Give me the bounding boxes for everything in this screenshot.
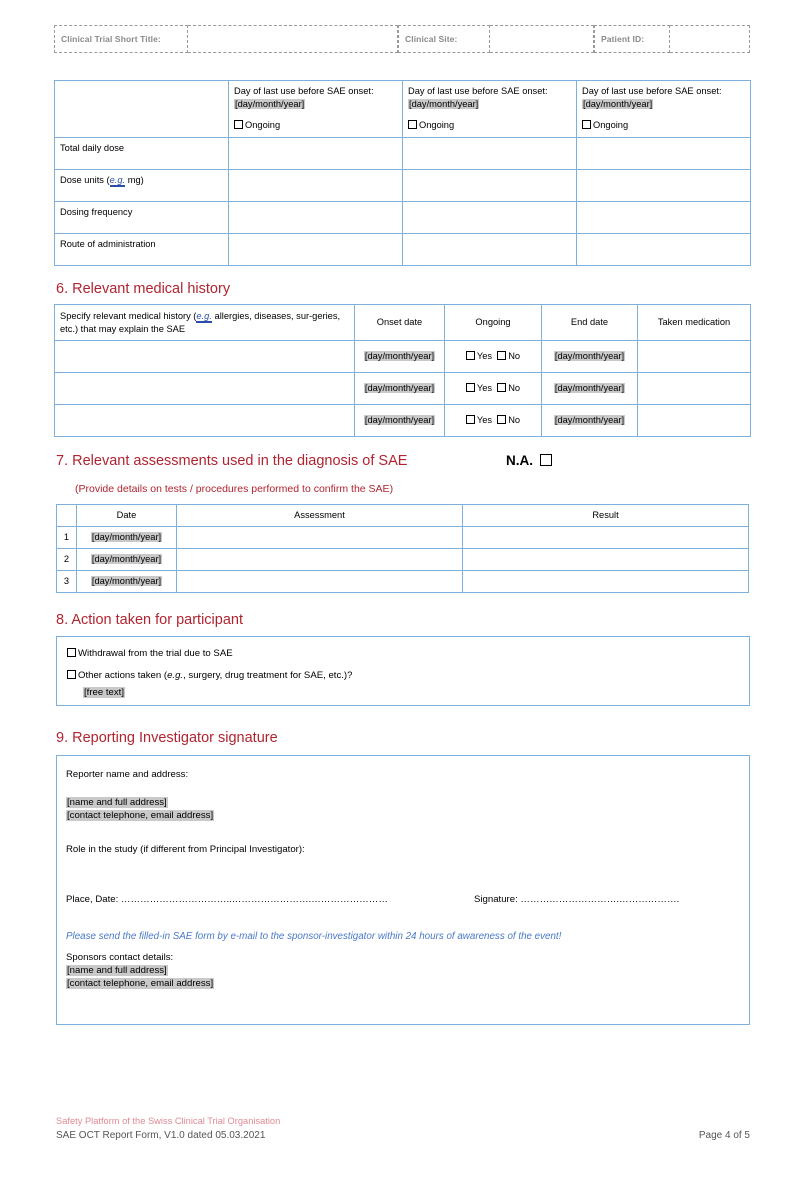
table-header-row xyxy=(55,305,751,341)
result-input[interactable] xyxy=(463,571,749,593)
medical-history-table xyxy=(54,304,751,437)
onset-date-input[interactable]: [day/month/year] xyxy=(355,373,445,405)
sponsor-contact-label: Sponsors contact details: xyxy=(66,952,174,963)
checkbox-icon[interactable] xyxy=(466,383,475,392)
checkbox-icon[interactable] xyxy=(582,120,591,129)
row-number: 2 xyxy=(57,549,77,571)
cell-input[interactable] xyxy=(229,138,403,170)
assessment-input[interactable] xyxy=(177,549,463,571)
assessment-date-input[interactable]: [day/month/year] xyxy=(77,549,177,571)
ongoing-checkbox-2[interactable]: Ongoing xyxy=(408,119,571,132)
assessment-input[interactable] xyxy=(177,527,463,549)
table-row xyxy=(57,571,749,593)
table-header-row xyxy=(55,81,751,138)
taken-medication-input[interactable] xyxy=(638,373,751,405)
checkbox-icon[interactable] xyxy=(497,383,506,392)
col-header-number xyxy=(57,505,77,527)
reporter-name-input[interactable]: [name and full address] xyxy=(67,797,167,808)
drug-col-2-header xyxy=(403,81,577,138)
checkbox-icon[interactable] xyxy=(67,648,76,657)
cell-input[interactable] xyxy=(577,170,751,202)
drug-table-corner-cell xyxy=(55,81,229,138)
section-9-title: 9. Reporting Investigator signature xyxy=(56,730,278,746)
drug-col-1-header xyxy=(229,81,403,138)
end-date-input[interactable]: [day/month/year] xyxy=(542,373,638,405)
assessment-date-input[interactable]: [day/month/year] xyxy=(77,527,177,549)
checkbox-icon[interactable] xyxy=(497,351,506,360)
checkbox-icon[interactable] xyxy=(540,454,552,466)
footer-page-number: Page 4 of 5 xyxy=(698,1130,750,1141)
assessment-input[interactable] xyxy=(177,571,463,593)
place-date-field[interactable]: Place, Date: ……………………………..…………………….…………………… xyxy=(66,894,388,905)
cell-input[interactable] xyxy=(403,138,577,170)
end-date-input[interactable]: [day/month/year] xyxy=(542,405,638,437)
ongoing-yes-no[interactable]: Yes No xyxy=(445,405,542,437)
submission-note: Please send the filled-in SAE form by e-mail to the sponsor-investigator within 24 hours of awareness of the event! xyxy=(66,931,562,942)
ongoing-checkbox-1[interactable]: Ongoing xyxy=(234,119,397,132)
reporter-name-address-label: Reporter name and address: xyxy=(66,769,189,780)
role-in-study-label: Role in the study (if different from Principal Investigator): xyxy=(66,844,305,855)
table-row xyxy=(55,234,751,266)
patient-id-label: Patient ID: xyxy=(594,25,670,53)
footer-organisation: Safety Platform of the Swiss Clinical Trial Organisation xyxy=(56,1116,281,1126)
last-use-date-1[interactable]: [day/month/year] xyxy=(235,98,305,109)
col-header-taken-medication: Taken medication xyxy=(638,305,751,341)
table-row xyxy=(57,549,749,571)
col-header-assessment: Assessment xyxy=(177,505,463,527)
table-row xyxy=(57,527,749,549)
cell-input[interactable] xyxy=(577,138,751,170)
checkbox-icon[interactable] xyxy=(67,670,76,679)
last-use-label-3: Day of last use before SAE onset: xyxy=(582,86,722,96)
section-7-title: 7. Relevant assessments used in the diagnosis of SAE xyxy=(56,453,408,469)
col-header-result: Result xyxy=(463,505,749,527)
last-use-label-1: Day of last use before SAE onset: xyxy=(234,86,374,96)
ongoing-yes-no[interactable]: Yes No xyxy=(445,341,542,373)
checkbox-icon[interactable] xyxy=(234,120,243,129)
col-header-date: Date xyxy=(77,505,177,527)
table-row xyxy=(55,202,751,234)
table-row xyxy=(55,138,751,170)
action-withdrawal-option[interactable]: Withdrawal from the trial due to SAE xyxy=(67,648,233,659)
clinical-site-input[interactable] xyxy=(490,25,594,53)
col-header-ongoing: Ongoing xyxy=(445,305,542,341)
reporter-contact-input[interactable]: [contact telephone, email address] xyxy=(67,810,214,821)
table-row xyxy=(55,373,751,405)
result-input[interactable] xyxy=(463,549,749,571)
ongoing-checkbox-3[interactable]: Ongoing xyxy=(582,119,745,132)
cell-input[interactable] xyxy=(577,202,751,234)
last-use-date-3[interactable]: [day/month/year] xyxy=(583,98,653,109)
table-row xyxy=(55,341,751,373)
section-7-subtitle: (Provide details on tests / procedures performed to confirm the SAE) xyxy=(75,483,394,495)
signature-field[interactable]: Signature: ………………………….………………. xyxy=(474,894,680,905)
cell-input[interactable] xyxy=(403,234,577,266)
sponsor-contact-input[interactable]: [contact telephone, email address] xyxy=(67,978,214,989)
footer-form-version: SAE OCT Report Form, V1.0 dated 05.03.2021 xyxy=(56,1130,266,1141)
cell-input[interactable] xyxy=(577,234,751,266)
history-text-input[interactable] xyxy=(55,373,355,405)
action-free-text-input[interactable]: [free text] xyxy=(84,687,124,698)
action-other-option[interactable]: Other actions taken (e.g., surgery, drug treatment for SAE, etc.)? xyxy=(67,670,352,681)
trial-title-label: Clinical Trial Short Title: xyxy=(54,25,188,53)
document-header-fields xyxy=(54,25,750,53)
cell-input[interactable] xyxy=(229,202,403,234)
checkbox-icon[interactable] xyxy=(466,351,475,360)
section-6-title: 6. Relevant medical history xyxy=(56,281,231,297)
trial-title-input[interactable] xyxy=(188,25,398,53)
section-7-na-checkbox[interactable] xyxy=(506,453,554,468)
row-number: 1 xyxy=(57,527,77,549)
last-use-date-2[interactable]: [day/month/year] xyxy=(409,98,479,109)
cell-input[interactable] xyxy=(403,170,577,202)
clinical-site-label: Clinical Site: xyxy=(398,25,490,53)
table-row xyxy=(55,405,751,437)
row-label-dosing-frequency: Dosing frequency xyxy=(55,202,229,234)
col-header-end-date: End date xyxy=(542,305,638,341)
assessments-table xyxy=(56,504,749,593)
na-label: N.A. xyxy=(506,453,533,468)
checkbox-icon[interactable] xyxy=(497,415,506,424)
onset-date-input[interactable]: [day/month/year] xyxy=(355,405,445,437)
end-date-input[interactable]: [day/month/year] xyxy=(542,341,638,373)
onset-date-input[interactable]: [day/month/year] xyxy=(355,341,445,373)
patient-id-input[interactable] xyxy=(670,25,750,53)
row-label-route-of-administration: Route of administration xyxy=(55,234,229,266)
taken-medication-input[interactable] xyxy=(638,405,751,437)
cell-input[interactable] xyxy=(229,170,403,202)
assessment-date-input[interactable]: [day/month/year] xyxy=(77,571,177,593)
checkbox-icon[interactable] xyxy=(408,120,417,129)
table-header-row xyxy=(57,505,749,527)
drug-dosing-table xyxy=(54,80,751,266)
taken-medication-input[interactable] xyxy=(638,341,751,373)
result-input[interactable] xyxy=(463,527,749,549)
section-9-box xyxy=(56,755,750,1025)
section-8-title: 8. Action taken for participant xyxy=(56,612,243,628)
col-header-specify-history: Specify relevant medical history (e.g. allergies, diseases, sur-geries, etc.) that may explain the SAE xyxy=(55,305,355,341)
table-row xyxy=(55,170,751,202)
cell-input[interactable] xyxy=(229,234,403,266)
col-header-onset-date: Onset date xyxy=(355,305,445,341)
history-text-input[interactable] xyxy=(55,341,355,373)
row-label-total-daily-dose: Total daily dose xyxy=(55,138,229,170)
history-text-input[interactable] xyxy=(55,405,355,437)
section-8-box xyxy=(56,636,750,706)
checkbox-icon[interactable] xyxy=(466,415,475,424)
row-label-dose-units: Dose units (e.g. mg) xyxy=(55,170,229,202)
last-use-label-2: Day of last use before SAE onset: xyxy=(408,86,548,96)
drug-col-3-header xyxy=(577,81,751,138)
cell-input[interactable] xyxy=(403,202,577,234)
ongoing-yes-no[interactable]: Yes No xyxy=(445,373,542,405)
sponsor-name-input[interactable]: [name and full address] xyxy=(67,965,167,976)
row-number: 3 xyxy=(57,571,77,593)
